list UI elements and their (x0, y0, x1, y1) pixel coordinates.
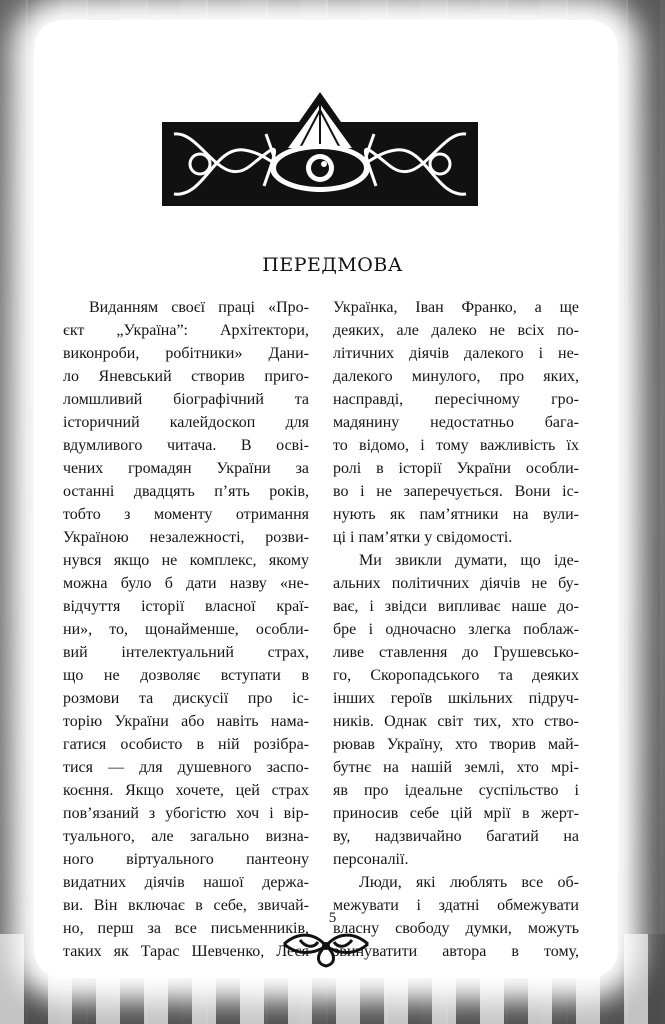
text-line: розмови та дискусії про іс- (63, 690, 309, 707)
text-line: останні двадцять п’ять років, (63, 483, 309, 500)
text-line: ломшливий біографічний та (63, 391, 309, 408)
text-line: рював Україну, хто творив май- (333, 736, 579, 753)
text-line: торію України або навіть нама- (63, 713, 309, 730)
text-line: Люди, які люблять все об- (359, 874, 579, 891)
text-line: ного віртуального пантеону (63, 851, 309, 868)
text-line: ло Яневський створив приго- (63, 368, 309, 385)
text-line: бре і одночасно злегка поблаж- (333, 621, 579, 638)
text-line: нувся якщо не комплекс, якому (63, 552, 309, 569)
text-line: ває, і звідси випливає наше до- (333, 598, 579, 615)
text-line: Україною незалежності, розви- (63, 529, 309, 546)
text-line: ці і пам’ятки у свідомості. (333, 529, 513, 546)
text-line: туального, але загально визна- (63, 828, 309, 845)
text-line: во і не заперечується. Вони іс- (333, 483, 579, 500)
text-line: вдумливого читача. В осві- (63, 437, 309, 454)
text-line: альних політичних діячів не бу- (333, 575, 579, 592)
text-column-right (333, 296, 579, 963)
text-line: гатися особисто в ній розібра- (63, 736, 309, 753)
text-line: ливе ставлення до Грушевсько- (333, 644, 579, 661)
text-line: вий інтелектуальний страх, (63, 644, 309, 661)
text-line: власну свободу думки, можуть (333, 920, 579, 937)
text-line: що не дозволяє вступати в (63, 667, 309, 684)
text-line: Виданням своєї праці «Про- (89, 299, 309, 316)
text-line: персоналії. (333, 851, 409, 868)
text-line: чених громадян України за (63, 460, 309, 477)
text-line: історичний калейдоскоп для (63, 414, 309, 431)
text-line: інших героїв шкільних підруч- (333, 690, 579, 707)
text-line: звинуватити автора в тому, (333, 943, 579, 960)
all-seeing-eye-icon (160, 90, 480, 210)
text-column-left (63, 296, 309, 963)
text-line: єкт „Україна”: Архітектори, (63, 322, 309, 339)
text-line: Українка, Іван Франко, а ще (333, 299, 579, 316)
page-number: 5 (328, 910, 337, 926)
text-line: го, Скоропадського та деяких (333, 667, 579, 684)
text-line: ви. Він включає в себе, звичай- (63, 897, 309, 914)
text-line: виконроби, робітники» Дани- (63, 345, 309, 362)
text-line: деяких, але далеко не всіх по- (333, 322, 579, 339)
text-line: літичних діячів далекого і не- (333, 345, 579, 362)
text-line: приносив себе цій мрії в жерт- (333, 805, 579, 822)
text-line: Ми звикли думати, що іде- (359, 552, 579, 569)
text-line: то відомо, і тому важливість їх (333, 437, 579, 454)
text-line: межувати і здатні обмежувати (333, 897, 579, 914)
text-line: тися — для душевного заспо- (63, 759, 309, 776)
text-line: мадянину недостатньо бага- (333, 414, 579, 431)
text-line: відчуття історії власної краї- (63, 598, 309, 615)
text-line: таких як Тарас Шевченко, Леся (63, 943, 309, 960)
text-line: ників. Однак світ тих, хто ство- (333, 713, 579, 730)
text-line: ролі в історії України особли- (333, 460, 579, 477)
text-line: бутнє на нашій землі, хто мрі- (333, 759, 579, 776)
text-line: но, перш за все письменників, (63, 920, 309, 937)
text-line: нують як пам’ятники на вули- (333, 506, 579, 523)
text-line: видатних діячів нашої держа- (63, 874, 309, 891)
text-line: ни», то, щонайменше, особли- (63, 621, 309, 638)
page-title: ПЕРЕДМОВА (262, 254, 403, 276)
text-line: пов’язаний з убогістю хоч і вір- (63, 805, 309, 822)
text-line: можна було б дати назву «не- (63, 575, 309, 592)
text-line: коєння. Якщо хочете, цей страх (63, 782, 309, 799)
celtic-knot-icon (280, 926, 372, 968)
text-line: насправді, пересічному гро- (333, 391, 579, 408)
text-line: яв про ідеальне суспільство і (333, 782, 579, 799)
text-line: далекого минулого, про яких, (333, 368, 579, 385)
text-line: ву, надзвичайно багатий на (333, 828, 579, 845)
text-line: тобто з моменту отримання (63, 506, 309, 523)
